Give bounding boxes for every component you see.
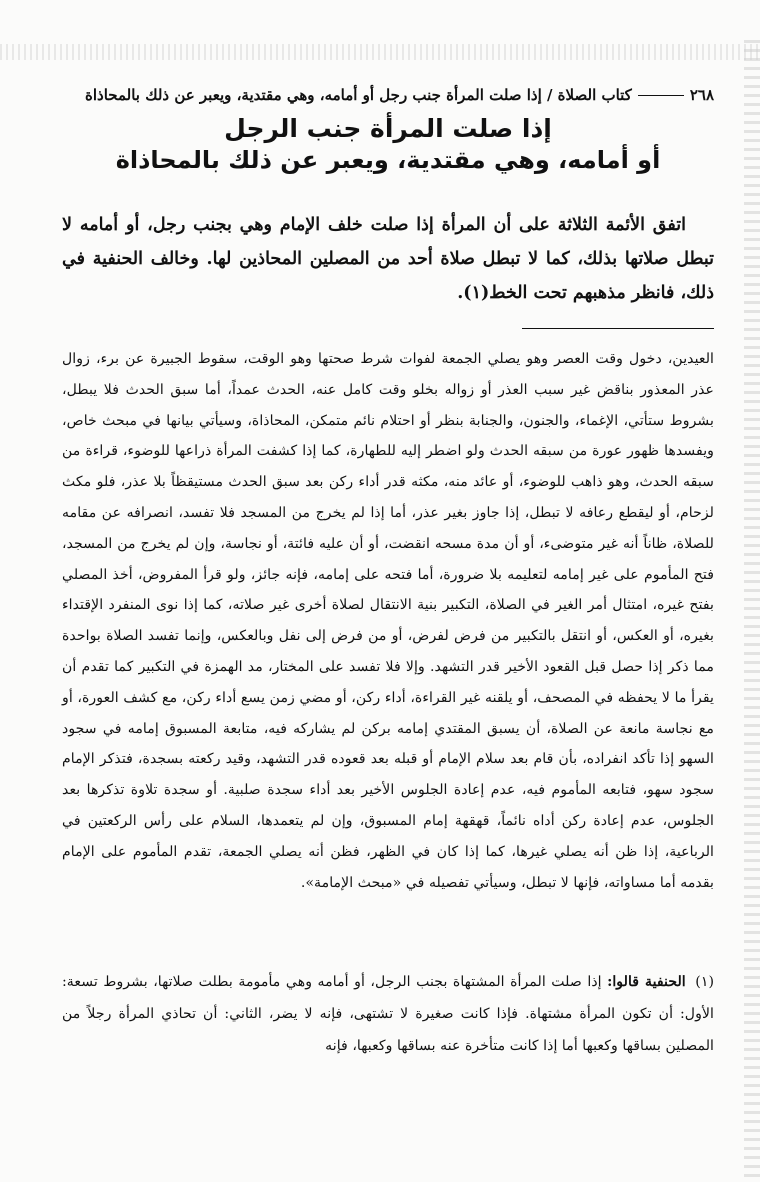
right-ornament-border xyxy=(744,40,760,1182)
footnote-separator xyxy=(522,328,714,329)
section-title-line-1: إذا صلت المرأة جنب الرجل xyxy=(224,114,552,143)
footnote-1 xyxy=(62,966,714,1062)
header-text: كتاب الصلاة / إذا صلت المرأة جنب رجل أو أمامه، وهي مقتدية، ويعبر عن ذلك بالمحاذاة xyxy=(85,86,632,104)
footnote-1-marker: (١) xyxy=(695,974,714,990)
footnote-1-text: إذا صلت المرأة المشتهاة بجنب الرجل، أو أمامه وهي مأمومة بطلت صلاتها، بشروط تسعة: الأول: أن تكون المرأة مشتهاة. فإذا كانت صغيرة لا تشتهى، فإنه لا يضر، الثاني: أن تحاذي المرأة رجلاً من المصلين بساقها وكعبها أما إذا كانت متأخرة عنه بساقها وكعبها، فإنه xyxy=(62,974,714,1054)
footnote-continuation: العيدين، دخول وقت العصر وهو يصلي الجمعة لفوات شرط صحتها وهو الوقت، سقوط الجبيرة عن برء، زوال عذر المعذور بناقض غير سبب العذر أو زواله بخلو وقت كامل عنه، الحدث عمداً، أما سبق الحدث فلا يبطل، بشروط ستأتي، الإغماء، والجنون، والجنابة بنظر أو احتلام نائم متمكن، المحاذاة، وسيأتي بيانها في مبحث خاص، ويفسدها ظهور عورة من سبقه الحدث ولو اضطر إليه للطهارة، كما إذا كشفت المرأة ذراعها للوضوء، قراءة من سبقه الحدث، وهو ذاهب للوضوء، أو عائد منه، مكثه قدر أداء ركن بعد سبق الحدث مستيقظاً بلا عذر، فلو مكث لزحام، أو ليقطع رعافه لا تبطل، إذا جاوز بغير عذر، أما إذا لم يخرج من المسجد فلا تفسد، انصرافه عن مقامه للصلاة، ظاناً أنه غير متوضىء، أو أن مدة مسحه انقضت، أو أن عليه فائتة، أو نجاسة، وإن لم يخرج من المسجد، فتح المأموم على غير إمامه لتعليمه بلا ضرورة، أما فتحه على إمامه، فإنه جائز، ولو قرأ المفروض، أخذ المصلي بفتح غيره، امتثال أمر الغير في الصلاة، التكبير بنية الانتقال لصلاة أخرى غير صلاته، كما إذا نوى المنفرد الإقتداء بغيره، أو العكس، أو انتقل بالتكبير من فرض لفرض، أو من فرض إلى نفل وبالعكس، وإنما تفسد الصلاة بواحدة مما ذكر إذا حصل قبل القعود الأخير قدر التشهد. وإلا فلا تفسد على المختار، مد الهمزة في التكبير كما تقدم أن يقرأ ما لا يحفظه في المصحف، أو يلقنه غير القراءة، أداء ركن، أو مضي زمن يسع أداء ركن، مع كشف العورة، أو مع نجاسة مانعة عن الصلاة، أن يسبق المقتدي إمامه بركن لم يشاركه فيه، متابعة المسبوق إمامه في سجود السهو إذا تأكد انفراده، بأن قام بعد سلام الإمام أو قبله بعد قعوده قدر التشهد، وقيد ركعته بسجدة، فتذكر الإمام سجود سهو، فتابعه المأموم فيه، عدم إعادة الجلوس الأخير بعد أداء سجدة صلبية. أو سجدة تلاوة تذكرها بعد الجلوس، عدم إعادة ركن أداه نائماً، قهقهة إمام المسبوق، وإن لم يتعمدها، السلام على رأس الركعتين في الرباعية، إذا ظن أنه يصلي غيرها، كما إذا كان في الظهر، فظن أنه يصلي الجمعة، تقدم المأموم على الإمام بقدمه أما مساواته، فإنها لا تبطل، وسيأتي تفصيله في «مبحث الإمامة». xyxy=(62,351,714,891)
header-dash xyxy=(638,95,684,96)
main-paragraph: اتفق الأئمة الثلاثة على أن المرأة إذا صلت خلف الإمام وهي بجنب رجل، أو أمامه لا تبطل صلاتها بذلك، كما لا تبطل صلاة أحد من المصلين المحاذين لها. وخالف الحنفية في ذلك، فانظر مذهبهم تحت الخط(١). xyxy=(62,215,714,303)
page-number: ٢٦٨ xyxy=(689,86,714,104)
footnote-1-label: الحنفية قالوا: xyxy=(607,974,686,990)
top-ornament-border xyxy=(0,44,760,60)
section-title-line-2: أو أمامه، وهي مقتدية، ويعبر عن ذلك بالمحاذاة xyxy=(115,146,661,174)
running-header xyxy=(62,86,714,104)
